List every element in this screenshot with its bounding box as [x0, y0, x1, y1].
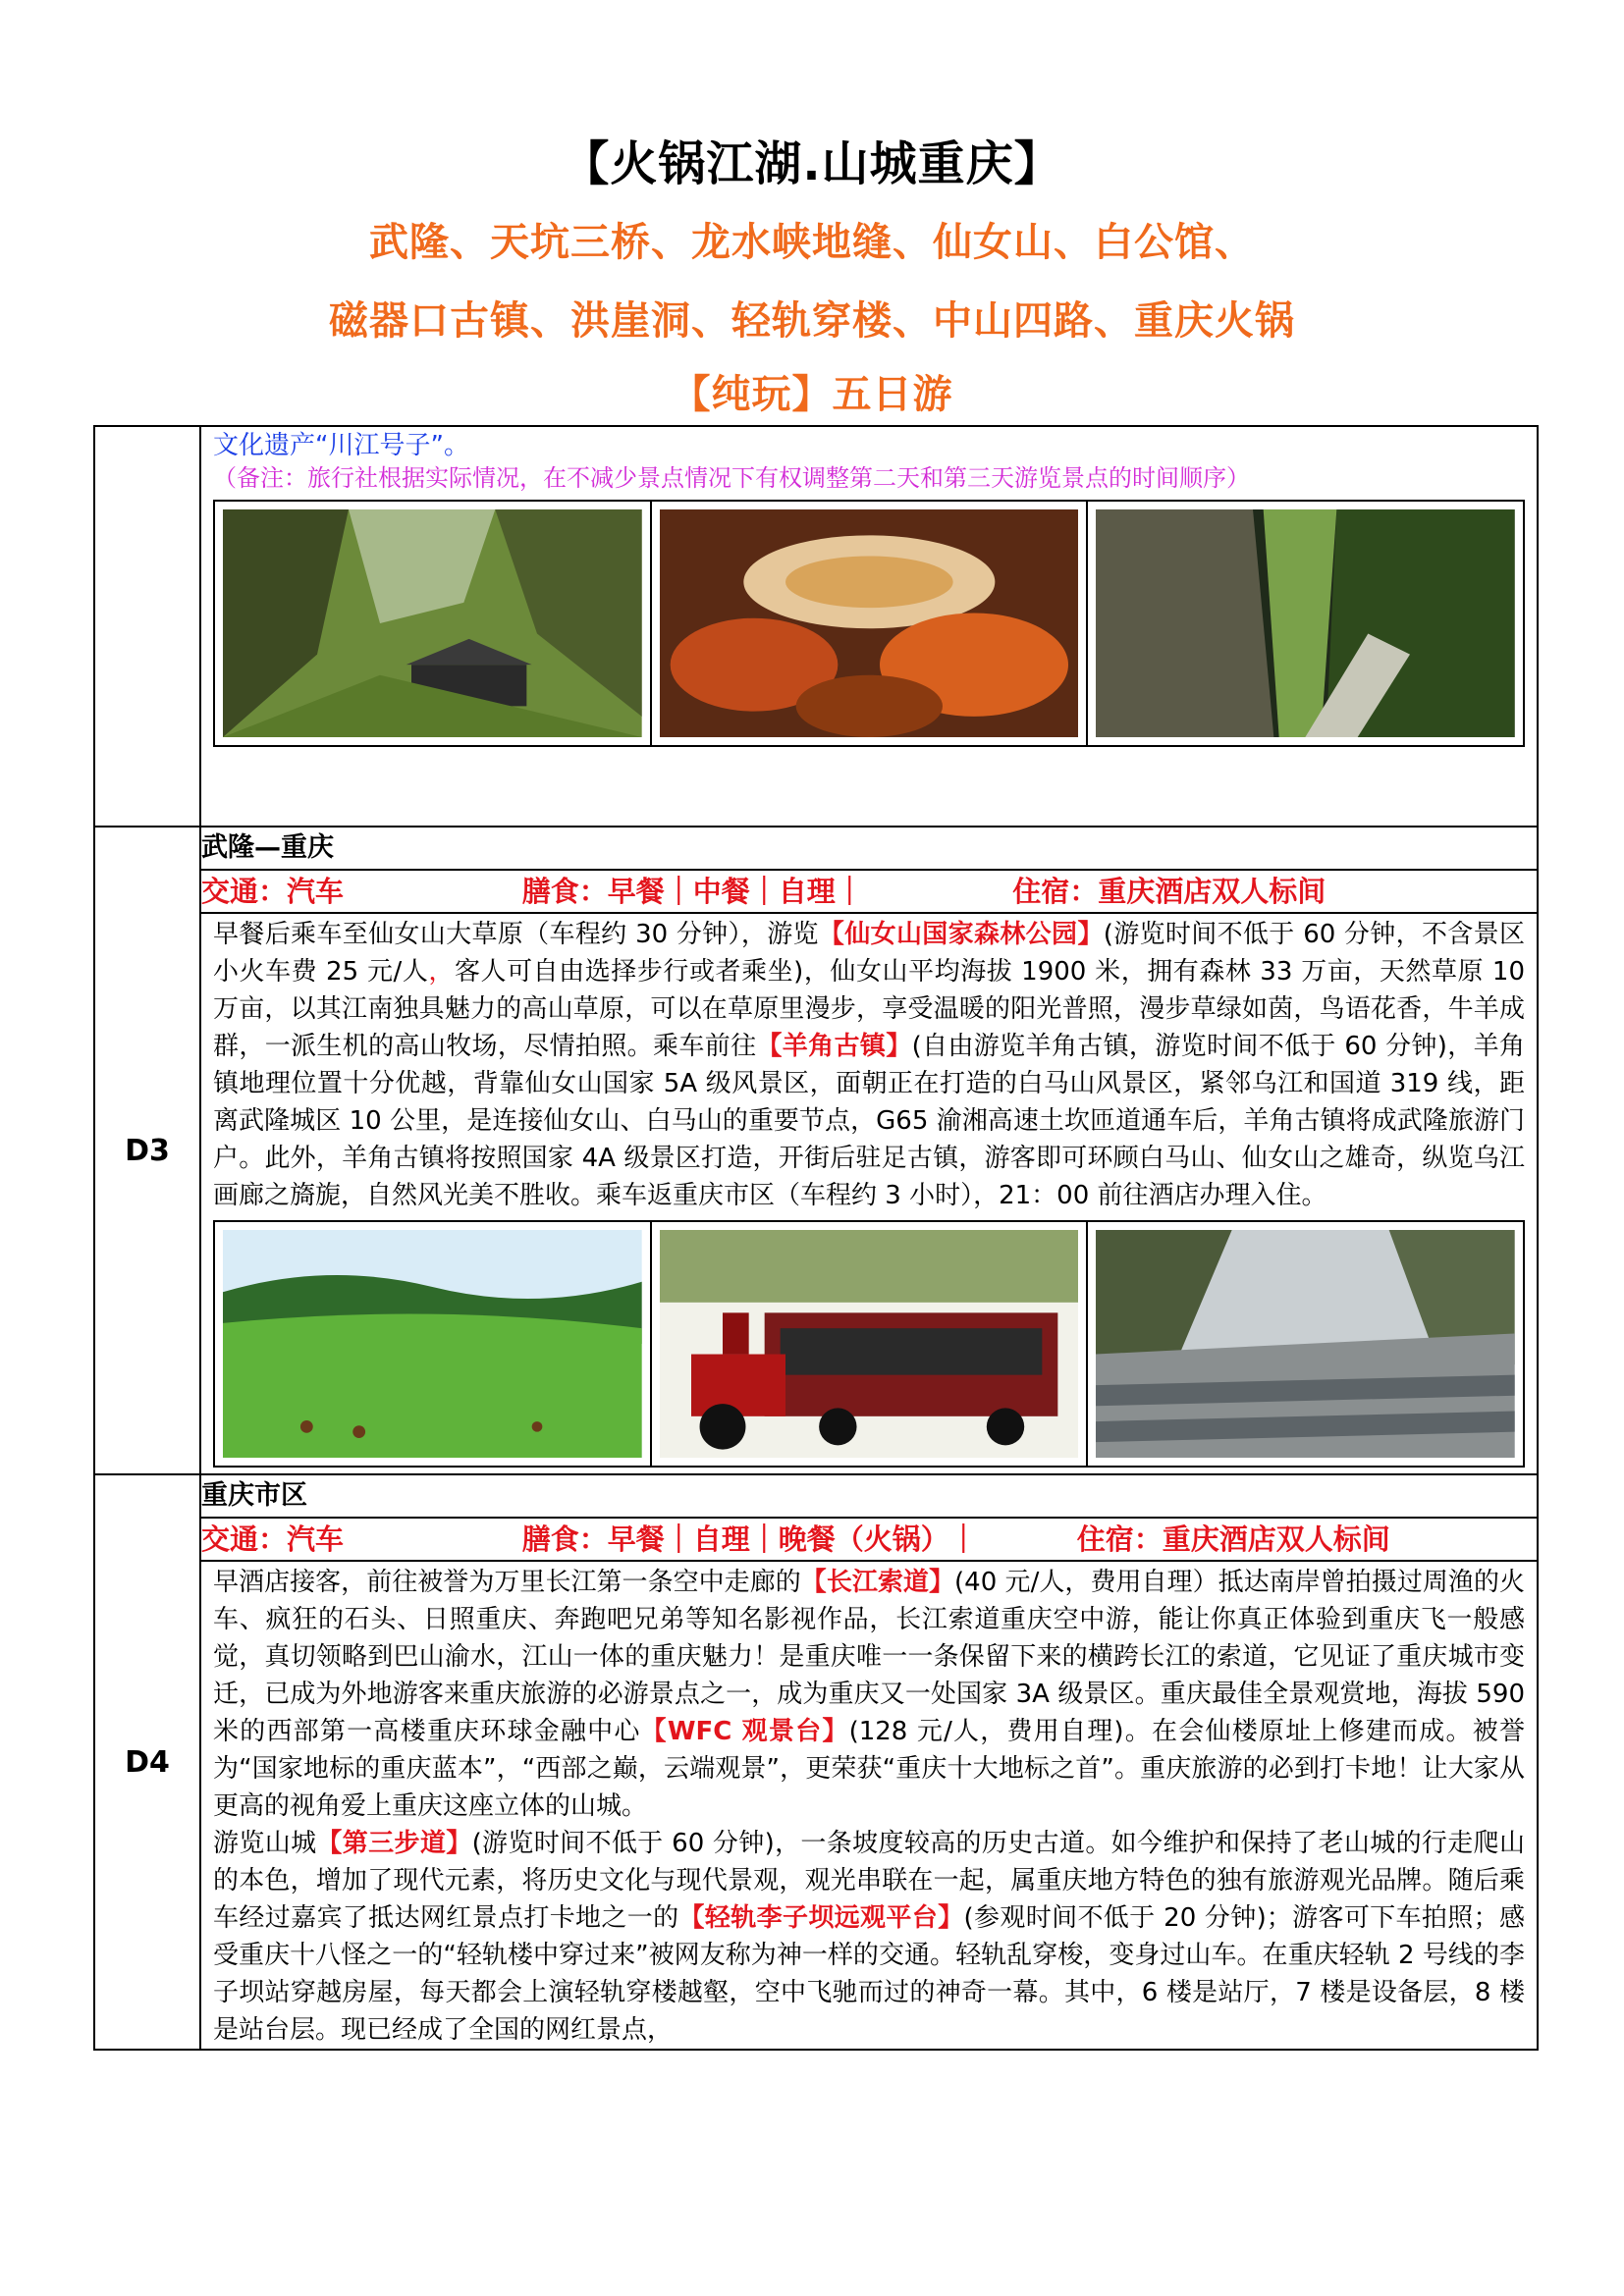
day-label-d3: D3 — [94, 827, 200, 1474]
d4-info-row — [94, 1518, 1538, 1561]
d4-description-2 — [201, 1825, 1537, 2049]
d4-text-4: 游览山城 — [213, 1829, 317, 1858]
d4-info — [200, 1518, 1538, 1561]
d3-text-2b: ， — [428, 957, 455, 987]
d3-description — [201, 914, 1537, 1214]
subtitle-line-1: 武隆、天坑三桥、龙水峡地缝、仙女山、白公馆、 — [369, 220, 1255, 265]
d3-photo-cell — [200, 1214, 1538, 1474]
prev-day-content — [200, 426, 1538, 827]
d4-desc-row — [94, 1561, 1538, 2050]
d3-desc-cell — [200, 913, 1538, 1214]
d4-hotel: 住宿：重庆酒店双人标间 — [1076, 1522, 1390, 1556]
d3-desc-row — [94, 913, 1538, 1214]
d3-meals: 膳食：早餐｜中餐｜自理｜ — [521, 875, 864, 908]
d4-transport: 交通：汽车 — [201, 1522, 345, 1556]
day-label-d4: D4 — [94, 1474, 200, 2050]
d3-hotel: 住宿：重庆酒店双人标间 — [1012, 875, 1326, 908]
subtitle-line-3: 【纯玩】五日游 — [671, 372, 953, 417]
d4-route: 重庆市区 — [200, 1474, 1538, 1518]
d3-info-row — [94, 870, 1538, 913]
d4-route-row — [94, 1474, 1538, 1518]
d4-text-6: (参观时间不低于 20 分钟)；游客可下车拍照；感受重庆十八怪之一的“轻轨楼中穿过来”被网友称为神一样的交通。轻轨乱穿梭，变身过山车。在重庆轻轨 2 号线的李子坝站穿越房屋，每天都会上演轻轨穿楼越壑，空中飞驰而过的神奇一幕。其中，6 楼是站厅，7 楼是设备层，8 楼是站台层。现已经成了全国的网红景点， — [213, 1903, 1525, 2045]
d3-text-1: 早餐后乘车至仙女山大草原（车程约 30 分钟），游览 — [213, 920, 819, 949]
d3-route: 武隆—重庆 — [200, 827, 1538, 870]
d4-highlight-third-trail: 【第三步道】 — [316, 1829, 472, 1858]
d3-route-row — [94, 827, 1538, 870]
d3-highlight-yangjiao: 【羊角古镇】 — [756, 1032, 912, 1061]
d3-text-3: 客人可自由选择步行或者乘坐)，仙女山平均海拔 1900 米，拥有森林 33 万亩，天然草原 10 万亩，以其江南独具魅力的高山草原，可以在草原里漫步，享受温暖的阳光普照，漫步草绿如茵，鸟语花香，牛羊成群，一派生机的高山牧场，尽情拍照。乘车前往 — [213, 957, 1525, 1061]
photo-yangjiao-town — [1086, 1220, 1525, 1468]
page-title: 【火锅江湖.山城重庆】 — [562, 136, 1062, 191]
d3-transport: 交通：汽车 — [201, 875, 345, 908]
prev-day-note: （备注：旅行社根据实际情况，在不减少景点情况下有权调整第二天和第三天游览景点的时间顺序） — [213, 464, 1250, 492]
d4-text-5: (游览时间不低于 60 分钟)，一条坡度较高的历史古道。如今维护和保持了老山城的行走爬山的本色，增加了现代元素，将历史文化与现代景观，观光串联在一起，属重庆地方特色的独有旅游观光品牌。随后乘车经过嘉宾了抵达网红景点打卡地之一的 — [213, 1829, 1525, 1933]
d3-photo-row — [94, 1214, 1538, 1474]
prev-day-row — [94, 426, 1538, 827]
prev-day-cell — [94, 426, 200, 827]
d3-text-2: (游览时间不低于 60 分钟，不含景区小火车费 25 元/人 — [213, 920, 1525, 987]
d3-photos — [213, 1220, 1525, 1468]
prev-day-text: 文化遗产“川江号子”。 — [213, 431, 469, 460]
d4-description-1 — [201, 1562, 1537, 1825]
d4-highlight-liziba: 【轻轨李子坝远观平台】 — [678, 1903, 964, 1933]
d4-desc-cell — [200, 1561, 1538, 2050]
prev-day-photos — [201, 500, 1537, 747]
d4-highlight-cableway: 【长江索道】 — [800, 1568, 955, 1597]
d4-text-2: (40 元/人，费用自理）抵达南岸曾拍摄过周渔的火车、疯狂的石头、日照重庆、奔跑吧兄弟等知名影视作品，长江索道重庆空中游，能让你真正体验到重庆飞一般感觉，真切领略到巴山渝水，江山一体的重庆魅力！是重庆唯一一条保留下来的横跨长江的索道，它见证了重庆城市变迁，已成为外地游客来重庆旅游的必游景点之一，成为重庆又一处国家 3A 级景区。重庆最佳全景观赏地，海拔 590 米的西部第一高楼重庆环球金融中心 — [213, 1568, 1525, 1746]
photo-xiannvshan-grassland — [213, 1220, 652, 1468]
d3-highlight-xiannvshan: 【仙女山国家森林公园】 — [818, 920, 1104, 949]
d3-text-4: (自由游览羊角古镇，游览时间不低于 60 分钟)，羊角镇地理位置十分优越，背靠仙女山国家 5A 级风景区，面朝正在打造的白马山风景区，紧邻乌江和国道 319 线，距离武隆城区 10 公里，是连接仙女山、白马山的重要节点，G65 渝湘高速土坎匝道通车后，羊角古镇将成武隆旅游门户。此外，羊角古镇将按照国家 4A 级景区打造，开街后驻足古镇，游客即可环顾白马山、仙女山之雄奇，纵览乌江画廊之旖旎，自然风光美不胜收。乘车返重庆市区（车程约 3 小时），21：00 前往酒店办理入住。 — [213, 1032, 1525, 1210]
d4-highlight-wfc: 【WFC 观景台】 — [640, 1717, 849, 1746]
photo-tiankeng-valley — [213, 500, 652, 747]
itinerary-table — [93, 425, 1539, 2051]
d3-info — [200, 870, 1538, 913]
d4-meals: 膳食：早餐｜自理｜晚餐（火锅）｜ — [521, 1522, 978, 1556]
d4-text-1: 早酒店接客，前往被誉为万里长江第一条空中走廊的 — [213, 1568, 801, 1597]
photo-local-cuisine — [650, 500, 1089, 747]
d4-text-3: (128 元/人，费用自理)。在会仙楼原址上修建而成。被誉为“国家地标的重庆蓝本”，“西部之巅，云端观景”，更荣获“重庆十大地标之首”。重庆旅游的必到打卡地！让大家从更高的视角爱上重庆这座立体的山城。 — [213, 1717, 1525, 1821]
photo-longshuixia-gorge — [1086, 500, 1525, 747]
photo-sightseeing-train — [650, 1220, 1089, 1468]
subtitle-line-2: 磁器口古镇、洪崖洞、轻轨穿楼、中山四路、重庆火锅 — [329, 298, 1295, 344]
